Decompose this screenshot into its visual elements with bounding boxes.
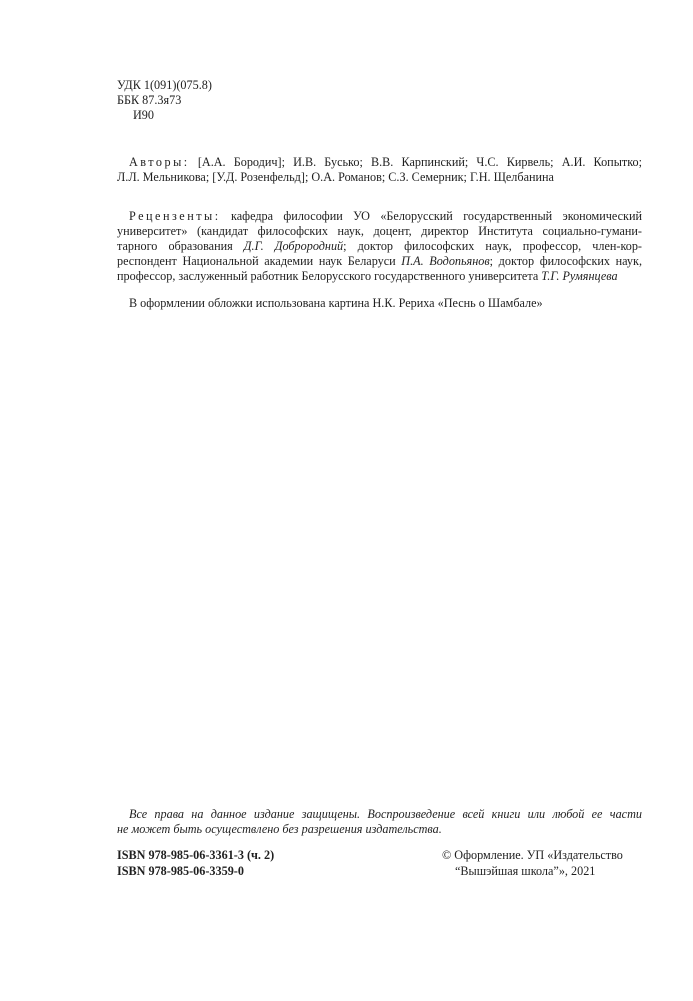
isbn-part: ISBN 978-985-06-3361-3 (ч. 2): [117, 848, 275, 862]
reviewer-name: П.А. Водопьянов: [401, 254, 490, 268]
reviewers-line-5: профессор, заслуженный работник Белорусского государственного университета Т.Г. Румянцева: [117, 269, 618, 283]
isbn-general: ISBN 978-985-06-3359-0: [117, 864, 244, 878]
reviewer-name: Д.Г. Доброродний: [243, 239, 344, 253]
copyright-line-1: © Оформление. УП «Издательство: [442, 848, 623, 862]
reviewer-name: Т.Г. Румянцева: [541, 269, 618, 283]
reviewers-line-1: Рецензенты: кафедра философии УО «Белорусский государственный экономический: [129, 209, 642, 223]
reviewers-block: [117, 209, 642, 284]
authors-line-1: Авторы: [А.А. Бородич]; И.В. Бусько; В.В. Карпинский; Ч.С. Кирвель; А.И. Копытко;: [129, 155, 642, 169]
authors-label: Авторы:: [129, 155, 190, 169]
rights-line-2: не может быть осуществлено без разрешения издательства.: [117, 822, 442, 836]
bbk-code: ББК 87.3я73: [117, 93, 182, 107]
cover-note: В оформлении обложки использована картина Н.К. Рериха «Песнь о Шамбале»: [129, 296, 543, 310]
reviewers-line-4: респондент Национальной академии наук Беларуси П.А. Водопьянов; доктор философских наук,: [117, 254, 642, 268]
author-mark: И90: [133, 108, 154, 122]
reviewers-line-2: университет» (кандидат философских наук, доцент, директор Института социально-гумани-: [117, 224, 642, 238]
reviewers-line-3: тарного образования Д.Г. Доброродний; доктор философских наук, профессор, член-кор-: [117, 239, 642, 253]
udk-code: УДК 1(091)(075.8): [117, 78, 212, 92]
reviewers-label: Рецензенты:: [129, 209, 221, 223]
authors-block: [117, 155, 642, 185]
rights-notice: [117, 807, 642, 837]
rights-line-1: Все права на данное издание защищены. Воспроизведение всей книги или любой ее части: [129, 807, 642, 821]
copyright-line-2: “Вышэйшая школа”», 2021: [455, 864, 596, 878]
authors-line-2: Л.Л. Мельникова; [У.Д. Розенфельд]; О.А. Романов; С.З. Семерник; Г.Н. Щелбанина: [117, 170, 554, 184]
